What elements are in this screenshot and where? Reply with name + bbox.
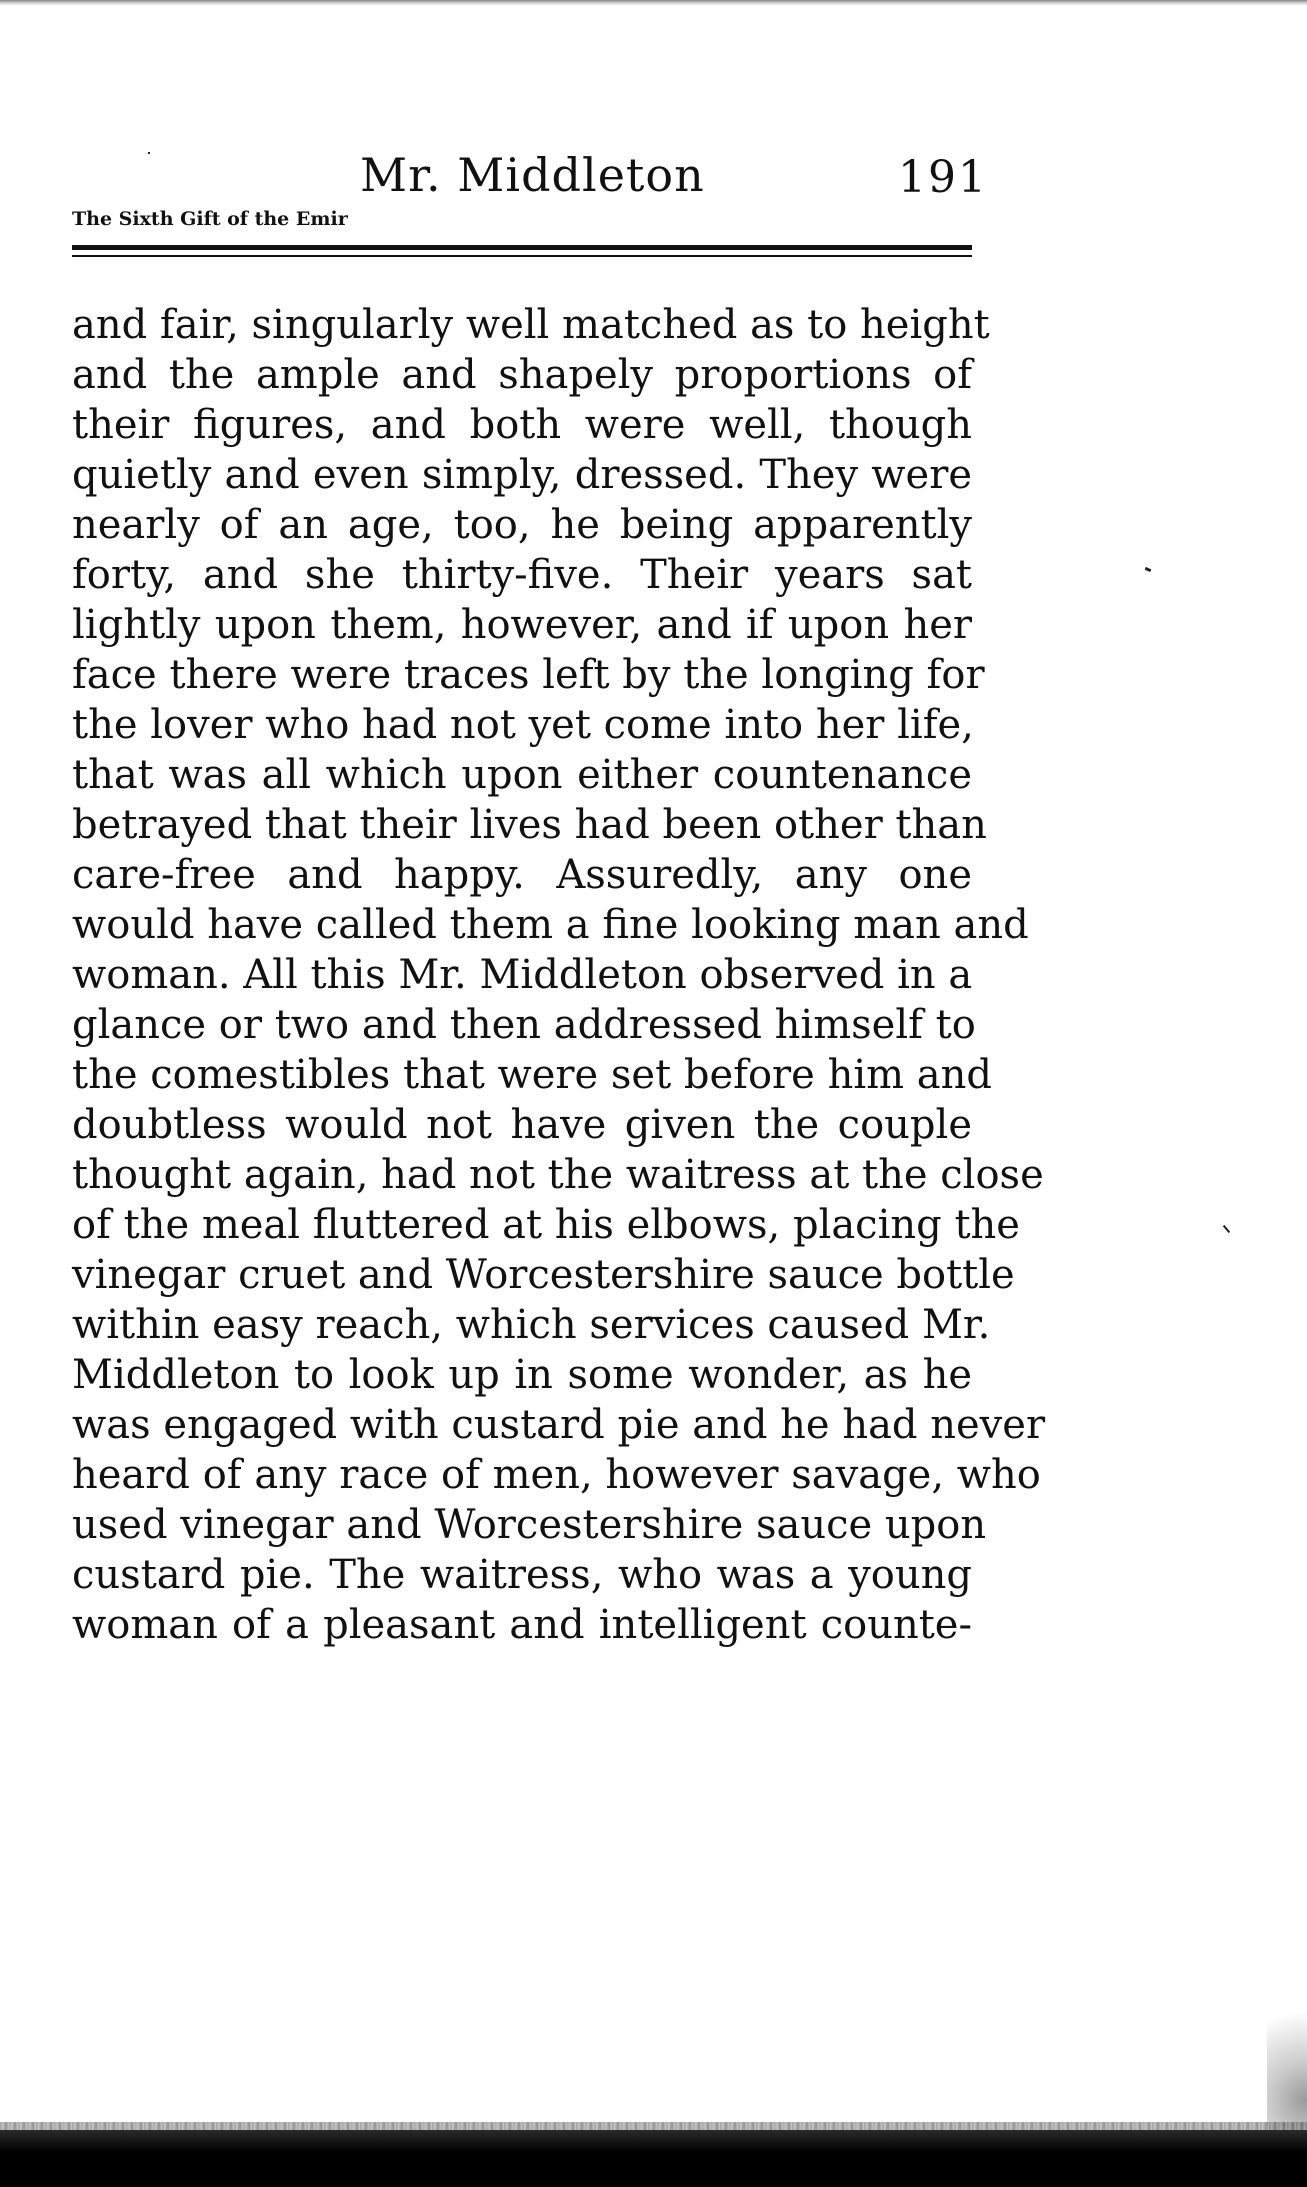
text-line: glance or two and then addressed himself to xyxy=(72,1002,976,1048)
page-number: 191 xyxy=(898,152,988,203)
text-line: doubtless would not have given the couple xyxy=(72,1102,972,1148)
text-line: vinegar cruet and Worcestershire sauce bottle xyxy=(72,1252,1015,1298)
text-line: nearly of an age, too, he being apparently xyxy=(72,502,972,548)
body-text xyxy=(72,300,1046,1650)
text-line: used vinegar and Worcestershire sauce upon xyxy=(72,1502,987,1548)
text-line: woman. All this Mr. Middleton observed in a xyxy=(72,952,973,998)
scan-speck xyxy=(1223,1225,1230,1233)
text-line: the lover who had not yet come into her life, xyxy=(72,702,974,748)
text-line: and the ample and shapely proportions of xyxy=(72,352,972,398)
text-line: custard pie. The waitress, who was a young xyxy=(72,1552,972,1598)
text-line: lightly upon them, however, and if upon her xyxy=(72,602,972,648)
text-line: would have called them a fine looking man and xyxy=(72,902,1029,948)
page-top-edge xyxy=(0,0,1307,6)
scan-speck xyxy=(1145,567,1152,572)
header-rule-thick xyxy=(72,245,972,250)
text-line: woman of a pleasant and intelligent counte- xyxy=(72,1602,972,1648)
text-line: heard of any race of men, however savage, who xyxy=(72,1452,1041,1498)
text-line: forty, and she thirty-five. Their years sat xyxy=(72,552,972,598)
text-line: was engaged with custard pie and he had never xyxy=(72,1402,1046,1448)
header-rule-thin xyxy=(72,255,972,257)
text-line: thought again, had not the waitress at the close xyxy=(72,1152,1044,1198)
text-line: that was all which upon either countenance xyxy=(72,752,972,798)
scan-speck xyxy=(148,152,150,154)
text-line: quietly and even simply, dressed. They were xyxy=(72,452,972,498)
text-line: their figures, and both were well, though xyxy=(72,402,972,448)
text-line: face there were traces left by the longing for xyxy=(72,652,985,698)
page-corner-shadow xyxy=(1267,1980,1307,2130)
text-line: care-free and happy. Assuredly, any one xyxy=(72,852,972,898)
running-title: Mr. Middleton xyxy=(360,148,705,202)
text-line: of the meal fluttered at his elbows, placing the xyxy=(72,1202,1020,1248)
page-bottom-edge xyxy=(0,2130,1307,2187)
section-subtitle: The Sixth Gift of the Emir xyxy=(72,208,348,230)
text-line: Middleton to look up in some wonder, as he xyxy=(72,1352,972,1398)
text-line: within easy reach, which services caused Mr. xyxy=(72,1302,991,1348)
text-line: betrayed that their lives had been other than xyxy=(72,802,987,848)
text-line: the comestibles that were set before him and xyxy=(72,1052,992,1098)
text-line: and fair, singularly well matched as to height xyxy=(72,302,990,348)
